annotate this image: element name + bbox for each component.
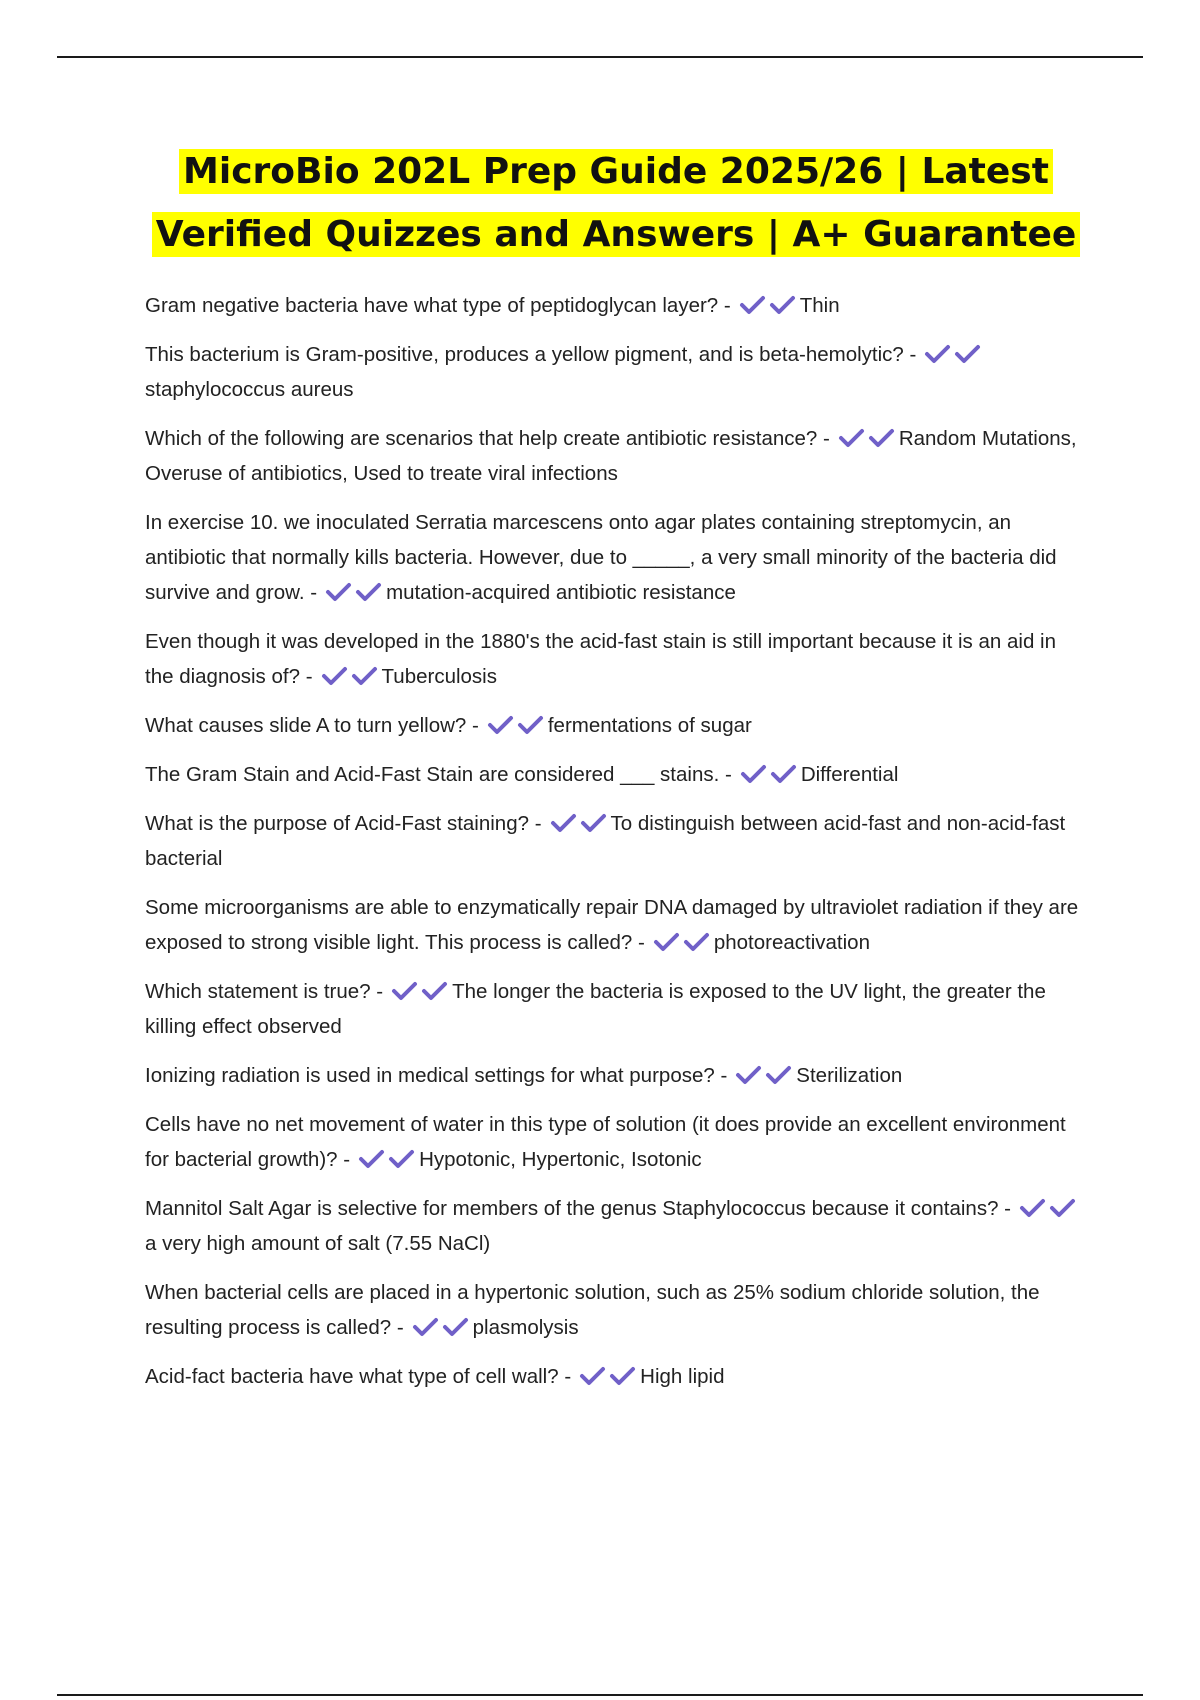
answer-text: Differential bbox=[800, 763, 899, 786]
answer-text: photoreactivation bbox=[713, 931, 870, 954]
question-text: What causes slide A to turn yellow? - bbox=[145, 714, 479, 737]
double-checkmark-icon bbox=[739, 294, 797, 316]
double-checkmark-icon bbox=[391, 980, 449, 1002]
bottom-rule bbox=[57, 1694, 1143, 1696]
title-line-2: Verified Quizzes and Answers | A+ Guarantee bbox=[152, 212, 1081, 257]
answer-text: a very high amount of salt (7.55 NaCl) bbox=[145, 1232, 491, 1255]
question-text: In exercise 10. we inoculated Serratia marcescens onto agar plates containing streptomycin, an antibiotic that normally kills bacteria. However, due to _____, a very small minority of the bacteria did survive and grow. - bbox=[145, 511, 1057, 604]
qa-item bbox=[145, 1107, 1087, 1177]
double-checkmark-icon bbox=[487, 714, 545, 736]
answer-text: High lipid bbox=[640, 1365, 725, 1388]
qa-item bbox=[145, 1191, 1087, 1261]
question-text: When bacterial cells are placed in a hypertonic solution, such as 25% sodium chloride solution, the resulting process is called? - bbox=[145, 1281, 1040, 1339]
qa-item bbox=[145, 624, 1087, 694]
answer-text: Random Mutations, Overuse of antibiotics, Used to treate viral infections bbox=[145, 427, 1077, 485]
question-text: What is the purpose of Acid-Fast staining? - bbox=[145, 812, 542, 835]
qa-item bbox=[145, 288, 1087, 323]
answer-text: Hypotonic, Hypertonic, Isotonic bbox=[419, 1148, 702, 1171]
double-checkmark-icon bbox=[550, 812, 608, 834]
qa-item bbox=[145, 708, 1087, 743]
qa-item bbox=[145, 890, 1087, 960]
double-checkmark-icon bbox=[358, 1148, 416, 1170]
double-checkmark-icon bbox=[325, 581, 383, 603]
question-text: Which statement is true? - bbox=[145, 980, 384, 1003]
document-title bbox=[145, 140, 1087, 266]
qa-list bbox=[145, 288, 1087, 1394]
question-text: Gram negative bacteria have what type of peptidoglycan layer? - bbox=[145, 294, 731, 317]
document-page bbox=[145, 140, 1087, 1408]
answer-text: To distinguish between acid-fast and non-acid-fast bacterial bbox=[145, 812, 1066, 870]
question-text: The Gram Stain and Acid-Fast Stain are considered ___ stains. - bbox=[145, 763, 732, 786]
question-text: Acid-fact bacteria have what type of cell wall? - bbox=[145, 1365, 572, 1388]
answer-text: Sterilization bbox=[796, 1064, 903, 1087]
question-text: Which of the following are scenarios that help create antibiotic resistance? - bbox=[145, 427, 830, 450]
question-text: Ionizing radiation is used in medical settings for what purpose? - bbox=[145, 1064, 728, 1087]
question-text: Even though it was developed in the 1880's the acid-fast stain is still important because it is an aid in the diagnosis of? - bbox=[145, 630, 1056, 688]
answer-text: plasmolysis bbox=[472, 1316, 579, 1339]
qa-item bbox=[145, 1359, 1087, 1394]
answer-text: mutation-acquired antibiotic resistance bbox=[386, 581, 736, 604]
qa-item bbox=[145, 421, 1087, 491]
answer-text: Thin bbox=[799, 294, 840, 317]
double-checkmark-icon bbox=[740, 763, 798, 785]
answer-text: The longer the bacteria is exposed to the UV light, the greater the killing effect observed bbox=[145, 980, 1046, 1038]
double-checkmark-icon bbox=[412, 1316, 470, 1338]
double-checkmark-icon bbox=[579, 1365, 637, 1387]
question-text: Cells have no net movement of water in this type of solution (it does provide an excellent environment for bacterial growth)? - bbox=[145, 1113, 1066, 1171]
qa-item bbox=[145, 974, 1087, 1044]
double-checkmark-icon bbox=[735, 1064, 793, 1086]
qa-item bbox=[145, 337, 1087, 407]
answer-text: fermentations of sugar bbox=[547, 714, 752, 737]
double-checkmark-icon bbox=[838, 427, 896, 449]
qa-item bbox=[145, 1275, 1087, 1345]
answer-text: Tuberculosis bbox=[381, 665, 497, 688]
double-checkmark-icon bbox=[924, 343, 982, 365]
qa-item bbox=[145, 806, 1087, 876]
question-text: Mannitol Salt Agar is selective for members of the genus Staphylococcus because it contains? - bbox=[145, 1197, 1012, 1220]
qa-item bbox=[145, 1058, 1087, 1093]
double-checkmark-icon bbox=[653, 931, 711, 953]
qa-item bbox=[145, 505, 1087, 610]
question-text: This bacterium is Gram-positive, produces a yellow pigment, and is beta-hemolytic? - bbox=[145, 343, 917, 366]
top-rule bbox=[57, 56, 1143, 58]
double-checkmark-icon bbox=[1019, 1197, 1077, 1219]
question-text: Some microorganisms are able to enzymatically repair DNA damaged by ultraviolet radiation if they are exposed to strong visible light. This process is called? - bbox=[145, 896, 1079, 954]
qa-item bbox=[145, 757, 1087, 792]
double-checkmark-icon bbox=[321, 665, 379, 687]
answer-text: staphylococcus aureus bbox=[145, 378, 354, 401]
title-line-1: MicroBio 202L Prep Guide 2025/26 | Latest bbox=[179, 149, 1053, 194]
